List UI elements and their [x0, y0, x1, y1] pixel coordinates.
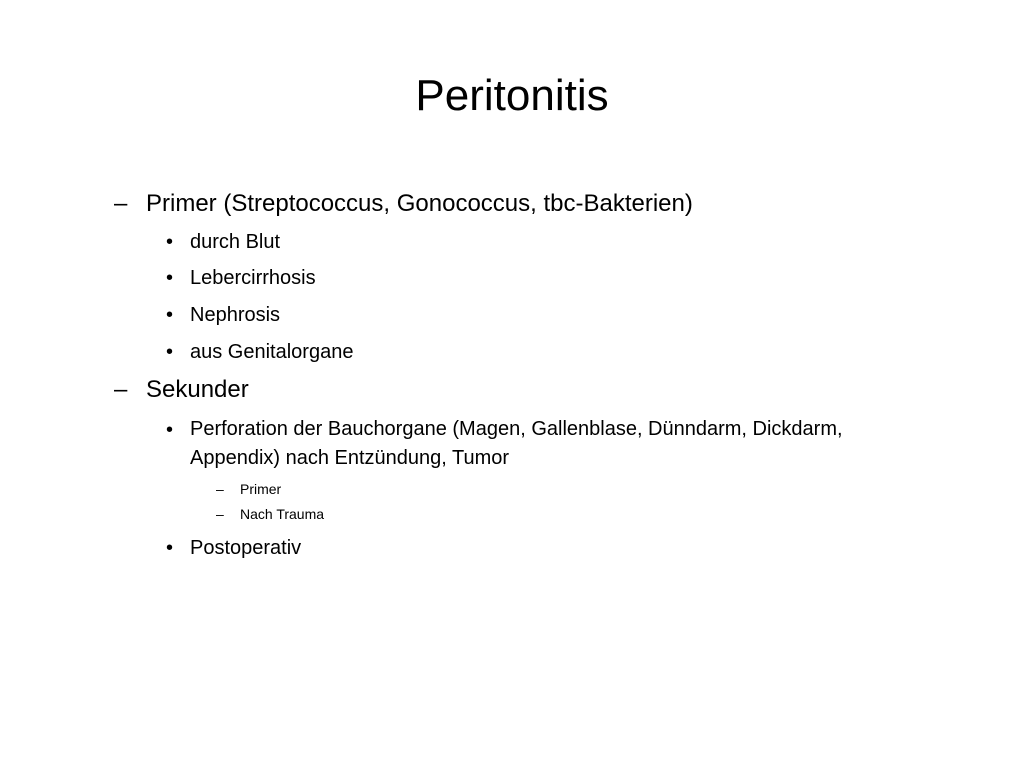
bullet-marker: •: [166, 267, 174, 289]
slide-title: Peritonitis: [415, 71, 609, 120]
perforation-text: Perforation der Bauchorgane (Magen, Gallenblase, Dünndarm, Dickdarm, Appendix) nach Entzündung, Tumor: [190, 418, 843, 469]
bullet-marker: •: [166, 304, 174, 326]
dash-marker: –: [114, 376, 128, 403]
bullet-marker: •: [166, 419, 174, 441]
sub-list-item: Primer: [240, 481, 282, 497]
dash-marker: –: [216, 506, 224, 522]
list-item: Postoperativ: [190, 537, 302, 559]
list-item: Lebercirrhosis: [190, 267, 316, 289]
sekunder-heading: Sekunder: [146, 376, 249, 403]
list-item: aus Genitalorgane: [190, 341, 354, 363]
sub-list-item: Nach Trauma: [240, 506, 325, 522]
primer-heading: Primer (Streptococcus, Gonococcus, tbc-Bakterien): [146, 190, 693, 217]
bullet-marker: •: [166, 231, 174, 253]
dash-marker: –: [216, 481, 224, 497]
bullet-marker: •: [166, 341, 174, 363]
list-item: Nephrosis: [190, 304, 281, 326]
bullet-marker: •: [166, 537, 174, 559]
list-item: durch Blut: [190, 231, 281, 253]
dash-marker: –: [114, 190, 128, 217]
